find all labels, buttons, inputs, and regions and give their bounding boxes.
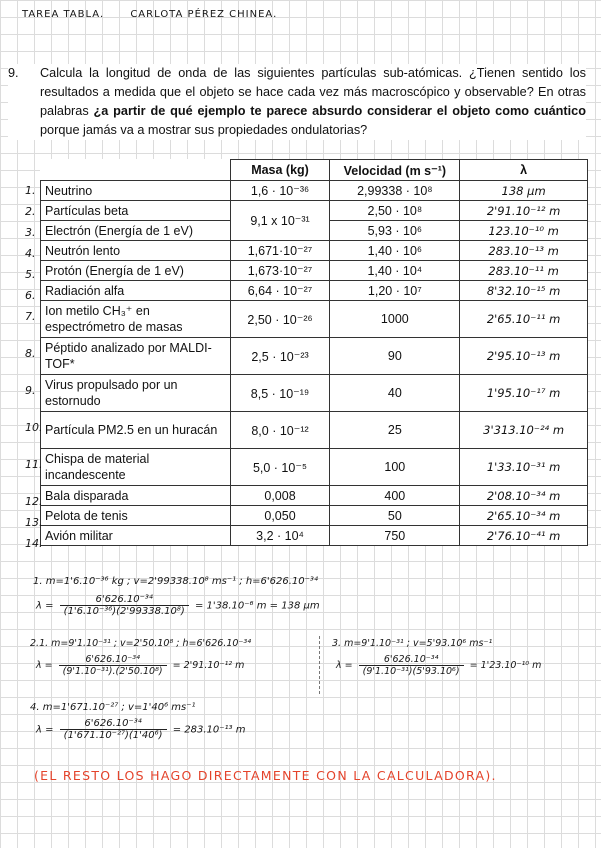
row-index: 10. [25, 421, 43, 434]
row-name: Neutrino [41, 181, 231, 201]
calc-1-denominator: (1'6.10⁻³⁶)(2'99338.10⁸) [63, 606, 185, 617]
row-name: Radiación alfa [41, 281, 231, 301]
row-lambda: 8'32.10⁻¹⁵ m [460, 281, 588, 301]
row-index: 1. [25, 184, 36, 197]
calc-2-fraction [59, 654, 167, 677]
calc-1-given: 1. m=1'6.10⁻³⁶ kg ; v=2'99338.10⁸ ms⁻¹ ; h=6'626.10⁻³⁴ [33, 576, 318, 587]
row-name: Partícula PM2.5 en un huracán [41, 412, 231, 449]
question-text-a: Calcula la longitud de onda de las siguientes partículas sub-atómicas. ¿Tienen sentido los resultados a medida que el objeto se hace cada vez más macroscópico y observable? En otras palabras [40, 66, 586, 118]
row-mass: 0,050 [230, 506, 330, 526]
calc-4-given: 4. m=1'671.10⁻²⁷ ; v=1'40⁶ ms⁻¹ [30, 702, 196, 713]
row-velocity: 90 [330, 338, 460, 375]
row-mass: 8,0 · 10⁻¹² [230, 412, 330, 449]
row-name: Protón (Energía de 1 eV) [41, 261, 231, 281]
handwritten-header [22, 9, 277, 20]
calc-2-formula [36, 654, 244, 677]
row-velocity: 1,40 · 10⁴ [330, 261, 460, 281]
header-title: TAREA TABLA. [22, 9, 105, 20]
calc-4-lhs: λ = [36, 724, 54, 736]
row-velocity: 50 [330, 506, 460, 526]
row-name: Avión militar [41, 526, 231, 546]
table-row [41, 375, 588, 412]
row-lambda: 1'95.10⁻¹⁷ m [460, 375, 588, 412]
table-row [41, 281, 588, 301]
dashed-divider [319, 636, 320, 694]
question-block [8, 64, 586, 140]
calc-4-formula [36, 718, 245, 741]
table-row [41, 486, 588, 506]
table-row [41, 506, 588, 526]
calc-3-fraction [359, 654, 464, 677]
calc-3-lhs: λ = [336, 660, 353, 671]
calc-2-numerator: 6'626.10⁻³⁴ [59, 654, 167, 666]
row-velocity: 25 [330, 412, 460, 449]
row-name: Virus propulsado por un estornudo [41, 375, 231, 412]
row-lambda: 2'76.10⁻⁴¹ m [460, 526, 588, 546]
row-name: Pelota de tenis [41, 506, 231, 526]
row-name: Péptido analizado por MALDI-TOF* [41, 338, 231, 375]
row-mass: 1,671·10⁻²⁷ [230, 241, 330, 261]
calc-2-lhs: λ = [36, 660, 53, 671]
row-lambda: 138 μm [460, 181, 588, 201]
calc-4-result: = 283.10⁻¹³ m [172, 724, 246, 736]
row-name: Partículas beta [41, 201, 231, 221]
calc-1-formula [36, 594, 320, 617]
particles-table [40, 159, 588, 546]
row-velocity: 2,50 · 10⁸ [330, 201, 460, 221]
row-name: Bala disparada [41, 486, 231, 506]
row-mass: 9,1 x 10⁻³¹ [230, 201, 330, 241]
row-velocity: 1,40 · 10⁶ [330, 241, 460, 261]
handwritten-note: (EL RESTO LOS HAGO DIRECTAMENTE CON LA CALCULADORA). [34, 768, 497, 783]
calc-4-fraction [60, 718, 167, 741]
table-row [41, 449, 588, 486]
row-lambda: 283.10⁻¹³ m [460, 241, 588, 261]
row-index: 9. [25, 384, 36, 397]
row-lambda: 2'91.10⁻¹² m [460, 201, 588, 221]
question-text-bold: ¿a partir de qué ejemplo te parece absurdo considerar el objeto como cuántico [93, 104, 586, 118]
row-lambda: 2'65.10⁻³⁴ m [460, 506, 588, 526]
question-text-b: porque jamás va a mostrar sus propiedades ondulatorias? [40, 123, 368, 137]
row-index: 8. [25, 347, 36, 360]
row-mass: 3,2 · 10⁴ [230, 526, 330, 546]
calc-3-formula [336, 654, 541, 677]
table-row [41, 201, 588, 221]
table-row [41, 338, 588, 375]
row-index: 4. [25, 247, 36, 260]
row-lambda: 1'33.10⁻³¹ m [460, 449, 588, 486]
row-name: Chispa de material incandescente [41, 449, 231, 486]
row-mass: 0,008 [230, 486, 330, 506]
row-velocity: 40 [330, 375, 460, 412]
calc-3-numerator: 6'626.10⁻³⁴ [359, 654, 464, 666]
table-row [41, 181, 588, 201]
table-row [41, 241, 588, 261]
calc-2-result: = 2'91.10⁻¹² m [172, 660, 245, 671]
row-mass: 8,5 · 10⁻¹⁹ [230, 375, 330, 412]
table-row [41, 261, 588, 281]
row-mass: 1,673·10⁻²⁷ [230, 261, 330, 281]
row-velocity: 100 [330, 449, 460, 486]
row-index: 7. [25, 310, 36, 323]
calc-2-given: 2.1. m=9'1.10⁻³¹ ; v=2'50.10⁸ ; h=6'626.10⁻³⁴ [30, 638, 252, 649]
calc-3-given: 3. m=9'1.10⁻³¹ ; v=5'93.10⁶ ms⁻¹ [332, 638, 493, 649]
table-row [41, 412, 588, 449]
calc-4-numerator: 6'626.10⁻³⁴ [60, 718, 167, 730]
header-mass: Masa (kg) [230, 160, 330, 181]
calc-1-numerator: 6'626.10⁻³⁴ [60, 594, 189, 606]
row-index: 5. [25, 268, 36, 281]
row-index: 2. [25, 205, 36, 218]
row-lambda: 2'08.10⁻³⁴ m [460, 486, 588, 506]
calc-1-result: = 1'38.10⁻⁶ m = 138 μm [194, 600, 320, 612]
row-lambda: 2'65.10⁻¹¹ m [460, 301, 588, 338]
row-mass: 5,0 · 10⁻⁵ [230, 449, 330, 486]
row-name: Electrón (Energía de 1 eV) [41, 221, 231, 241]
row-index: 3. [25, 226, 36, 239]
row-index: 14. [25, 537, 43, 550]
question-text [40, 64, 586, 140]
row-lambda: 3'313.10⁻²⁴ m [460, 412, 588, 449]
table-corner [41, 160, 231, 181]
row-lambda: 2'95.10⁻¹³ m [460, 338, 588, 375]
row-mass: 1,6 · 10⁻³⁶ [230, 181, 330, 201]
row-mass: 2,50 · 10⁻²⁶ [230, 301, 330, 338]
row-index: 12. [25, 495, 43, 508]
calc-2-denominator: (9'1.10⁻³¹).(2'50.10⁸) [62, 666, 163, 677]
table-header-row [41, 160, 588, 181]
table-row [41, 526, 588, 546]
row-lambda: 283.10⁻¹¹ m [460, 261, 588, 281]
row-velocity: 400 [330, 486, 460, 506]
row-name: Neutrón lento [41, 241, 231, 261]
row-name: Ion metilo CH₃⁺ en espectrómetro de masas [41, 301, 231, 338]
row-mass: 6,64 · 10⁻²⁷ [230, 281, 330, 301]
header-lambda: λ [460, 160, 588, 181]
row-lambda: 123.10⁻¹⁰ m [460, 221, 588, 241]
calc-4-denominator: (1'671.10⁻²⁷)(1'40⁶) [63, 730, 163, 741]
row-velocity: 1000 [330, 301, 460, 338]
calc-1-fraction [60, 594, 189, 617]
row-mass: 2,5 · 10⁻²³ [230, 338, 330, 375]
row-index: 13. [25, 516, 43, 529]
header-velocity: Velocidad (m s⁻¹) [330, 160, 460, 181]
row-velocity: 5,93 · 10⁶ [330, 221, 460, 241]
row-velocity: 750 [330, 526, 460, 546]
row-index: 11. [25, 458, 43, 471]
row-velocity: 2,99338 · 10⁸ [330, 181, 460, 201]
calc-3-result: = 1'23.10⁻¹⁰ m [469, 660, 542, 671]
row-velocity: 1,20 · 10⁷ [330, 281, 460, 301]
header-author: CARLOTA PÉREZ CHINEA. [130, 9, 278, 20]
table-row [41, 301, 588, 338]
row-index: 6. [25, 289, 36, 302]
question-number: 9. [8, 66, 19, 80]
calc-1-lhs: λ = [36, 600, 54, 612]
calc-3-denominator: (9'1.10⁻³¹)(5'93.10⁶) [362, 666, 460, 677]
